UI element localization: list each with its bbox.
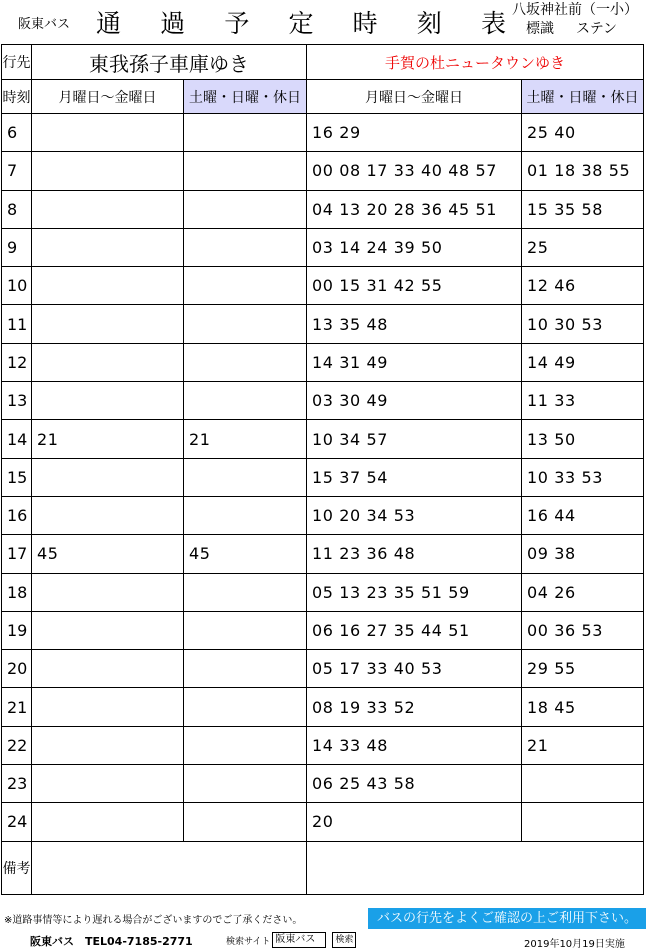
holiday-right-cell: 10 30 53: [522, 305, 644, 343]
table-row: [2, 305, 644, 343]
weekday-left-cell: [32, 496, 184, 534]
effective-date: 2019年10月19日実施: [524, 939, 625, 950]
holiday-left-cell: [184, 152, 307, 190]
weekday-right-cell: 00 15 31 42 55: [307, 267, 522, 305]
title-char: 刻: [416, 9, 442, 38]
destination-right: 手賀の杜ニュータウンゆき: [307, 45, 644, 80]
hour-cell: 9: [2, 228, 32, 266]
hour-cell: 12: [2, 343, 32, 381]
hour-cell: 16: [2, 496, 32, 534]
hour-cell: 24: [2, 803, 32, 841]
weekday-right-cell: 05 13 23 35 51 59: [307, 573, 522, 611]
holiday-left-cell: 21: [184, 420, 307, 458]
weekday-right-cell: 14 33 48: [307, 726, 522, 764]
hour-cell: 17: [2, 535, 32, 573]
holiday-left-cell: [184, 343, 307, 381]
table-row: [2, 611, 644, 649]
holiday-label-right: 土曜・日曜・休日: [522, 80, 644, 114]
table-row: [2, 114, 644, 152]
holiday-right-cell: 12 46: [522, 267, 644, 305]
title-char: 表: [480, 9, 506, 38]
weekday-right-cell: 06 25 43 58: [307, 765, 522, 803]
title-char: 通: [96, 9, 122, 38]
table-row: [2, 382, 644, 420]
holiday-right-cell: 13 50: [522, 420, 644, 458]
header: [0, 0, 650, 44]
holiday-right-cell: 01 18 38 55: [522, 152, 644, 190]
holiday-right-cell: 00 36 53: [522, 611, 644, 649]
weekday-left-cell: [32, 726, 184, 764]
weekday-right-cell: 03 30 49: [307, 382, 522, 420]
weekday-left-cell: [32, 190, 184, 228]
holiday-left-cell: [184, 496, 307, 534]
weekday-right-cell: 06 16 27 35 44 51: [307, 611, 522, 649]
holiday-right-cell: 21: [522, 726, 644, 764]
table-row: [2, 726, 644, 764]
holiday-right-cell: 04 26: [522, 573, 644, 611]
holiday-right-cell: 16 44: [522, 496, 644, 534]
stop-sign-label: 標識: [526, 21, 554, 37]
weekday-left-cell: [32, 382, 184, 420]
hour-cell: 19: [2, 611, 32, 649]
weekday-label-right: 月曜日～金曜日: [307, 80, 522, 114]
table-row: [2, 458, 644, 496]
holiday-right-cell: 25: [522, 228, 644, 266]
search-input[interactable]: 阪東バス: [272, 932, 326, 948]
stop-info: [512, 1, 638, 39]
hour-cell: 10: [2, 267, 32, 305]
weekday-left-cell: 45: [32, 535, 184, 573]
weekday-right-cell: 14 31 49: [307, 343, 522, 381]
holiday-left-cell: [184, 688, 307, 726]
holiday-right-cell: 15 35 58: [522, 190, 644, 228]
holiday-left-cell: [184, 228, 307, 266]
hour-cell: 23: [2, 765, 32, 803]
holiday-left-cell: [184, 382, 307, 420]
table-row: [2, 190, 644, 228]
weekday-right-cell: 10 20 34 53: [307, 496, 522, 534]
weekday-left-cell: [32, 267, 184, 305]
holiday-left-cell: [184, 305, 307, 343]
hour-cell: 18: [2, 573, 32, 611]
holiday-left-cell: [184, 611, 307, 649]
weekday-right-cell: 03 14 24 39 50: [307, 228, 522, 266]
weekday-right-cell: 08 19 33 52: [307, 688, 522, 726]
weekday-right-cell: 13 35 48: [307, 305, 522, 343]
holiday-right-cell: 14 49: [522, 343, 644, 381]
weekday-left-cell: [32, 573, 184, 611]
hour-cell: 20: [2, 650, 32, 688]
hour-cell: 11: [2, 305, 32, 343]
weekday-left-cell: [32, 611, 184, 649]
holiday-right-cell: 29 55: [522, 650, 644, 688]
holiday-left-cell: [184, 114, 307, 152]
delay-notice: ※道路事情等により遅れる場合がございますのでご了承ください。: [4, 915, 303, 926]
table-row: [2, 765, 644, 803]
holiday-right-cell: 25 40: [522, 114, 644, 152]
hour-label: 時刻: [2, 80, 32, 114]
holiday-left-cell: [184, 765, 307, 803]
search-button[interactable]: 検索: [332, 932, 356, 948]
contact-info: 阪東バス TEL04-7185-2771: [30, 935, 193, 948]
notes-label: 備考: [2, 841, 32, 894]
hour-cell: 15: [2, 458, 32, 496]
weekday-right-cell: 11 23 36 48: [307, 535, 522, 573]
weekday-left-cell: [32, 765, 184, 803]
table-row: [2, 688, 644, 726]
hour-cell: 13: [2, 382, 32, 420]
holiday-left-cell: [184, 726, 307, 764]
weekday-left-cell: [32, 114, 184, 152]
holiday-left-cell: [184, 573, 307, 611]
holiday-right-cell: 09 38: [522, 535, 644, 573]
notes-right: [307, 841, 644, 894]
hour-cell: 8: [2, 190, 32, 228]
hour-cell: 14: [2, 420, 32, 458]
notice-banner: バスの行先をよくご確認の上ご利用下さい。: [368, 908, 646, 929]
holiday-label-left: 土曜・日曜・休日: [184, 80, 307, 114]
hour-cell: 6: [2, 114, 32, 152]
table-row: [2, 267, 644, 305]
table-row: [2, 343, 644, 381]
stop-name: 八坂神社前（一小）: [512, 2, 638, 18]
holiday-left-cell: [184, 803, 307, 841]
weekday-left-cell: 21: [32, 420, 184, 458]
holiday-left-cell: [184, 650, 307, 688]
page-title: [96, 4, 506, 40]
hour-cell: 21: [2, 688, 32, 726]
table-row: [2, 535, 644, 573]
search-widget: [226, 932, 356, 948]
holiday-right-cell: [522, 803, 644, 841]
title-char: 時: [352, 9, 378, 38]
destination-label: 行先: [2, 45, 32, 80]
table-row: [2, 496, 644, 534]
table-row: [2, 420, 644, 458]
weekday-left-cell: [32, 228, 184, 266]
hour-cell: 22: [2, 726, 32, 764]
holiday-right-cell: 10 33 53: [522, 458, 644, 496]
weekday-left-cell: [32, 305, 184, 343]
holiday-left-cell: [184, 458, 307, 496]
weekday-right-cell: 04 13 20 28 36 45 51: [307, 190, 522, 228]
weekday-right-cell: 15 37 54: [307, 458, 522, 496]
weekday-right-cell: 16 29: [307, 114, 522, 152]
title-char: 予: [224, 9, 250, 38]
weekday-left-cell: [32, 458, 184, 496]
holiday-right-cell: 11 33: [522, 382, 644, 420]
company-name: 阪東バス: [18, 17, 71, 32]
holiday-left-cell: 45: [184, 535, 307, 573]
weekday-left-cell: [32, 803, 184, 841]
weekday-left-cell: [32, 688, 184, 726]
notes-left: [32, 841, 307, 894]
timetable: [1, 44, 644, 895]
table-row: [2, 650, 644, 688]
holiday-left-cell: [184, 190, 307, 228]
holiday-left-cell: [184, 267, 307, 305]
holiday-right-cell: 18 45: [522, 688, 644, 726]
table-row: [2, 803, 644, 841]
weekday-right-cell: 05 17 33 40 53: [307, 650, 522, 688]
table-row: [2, 228, 644, 266]
weekday-label-left: 月曜日～金曜日: [32, 80, 184, 114]
weekday-left-cell: [32, 152, 184, 190]
search-label: 検索サイト: [226, 936, 271, 947]
holiday-right-cell: [522, 765, 644, 803]
weekday-right-cell: 20: [307, 803, 522, 841]
hour-cell: 7: [2, 152, 32, 190]
weekday-right-cell: 10 34 57: [307, 420, 522, 458]
weekday-right-cell: 00 08 17 33 40 48 57: [307, 152, 522, 190]
title-char: 過: [160, 9, 186, 38]
weekday-left-cell: [32, 343, 184, 381]
title-char: 定: [288, 9, 314, 38]
destination-left: 東我孫子車庫ゆき: [32, 45, 307, 80]
table-row: [2, 573, 644, 611]
stop-sign-type: ステン: [576, 21, 618, 37]
weekday-left-cell: [32, 650, 184, 688]
table-row: [2, 152, 644, 190]
